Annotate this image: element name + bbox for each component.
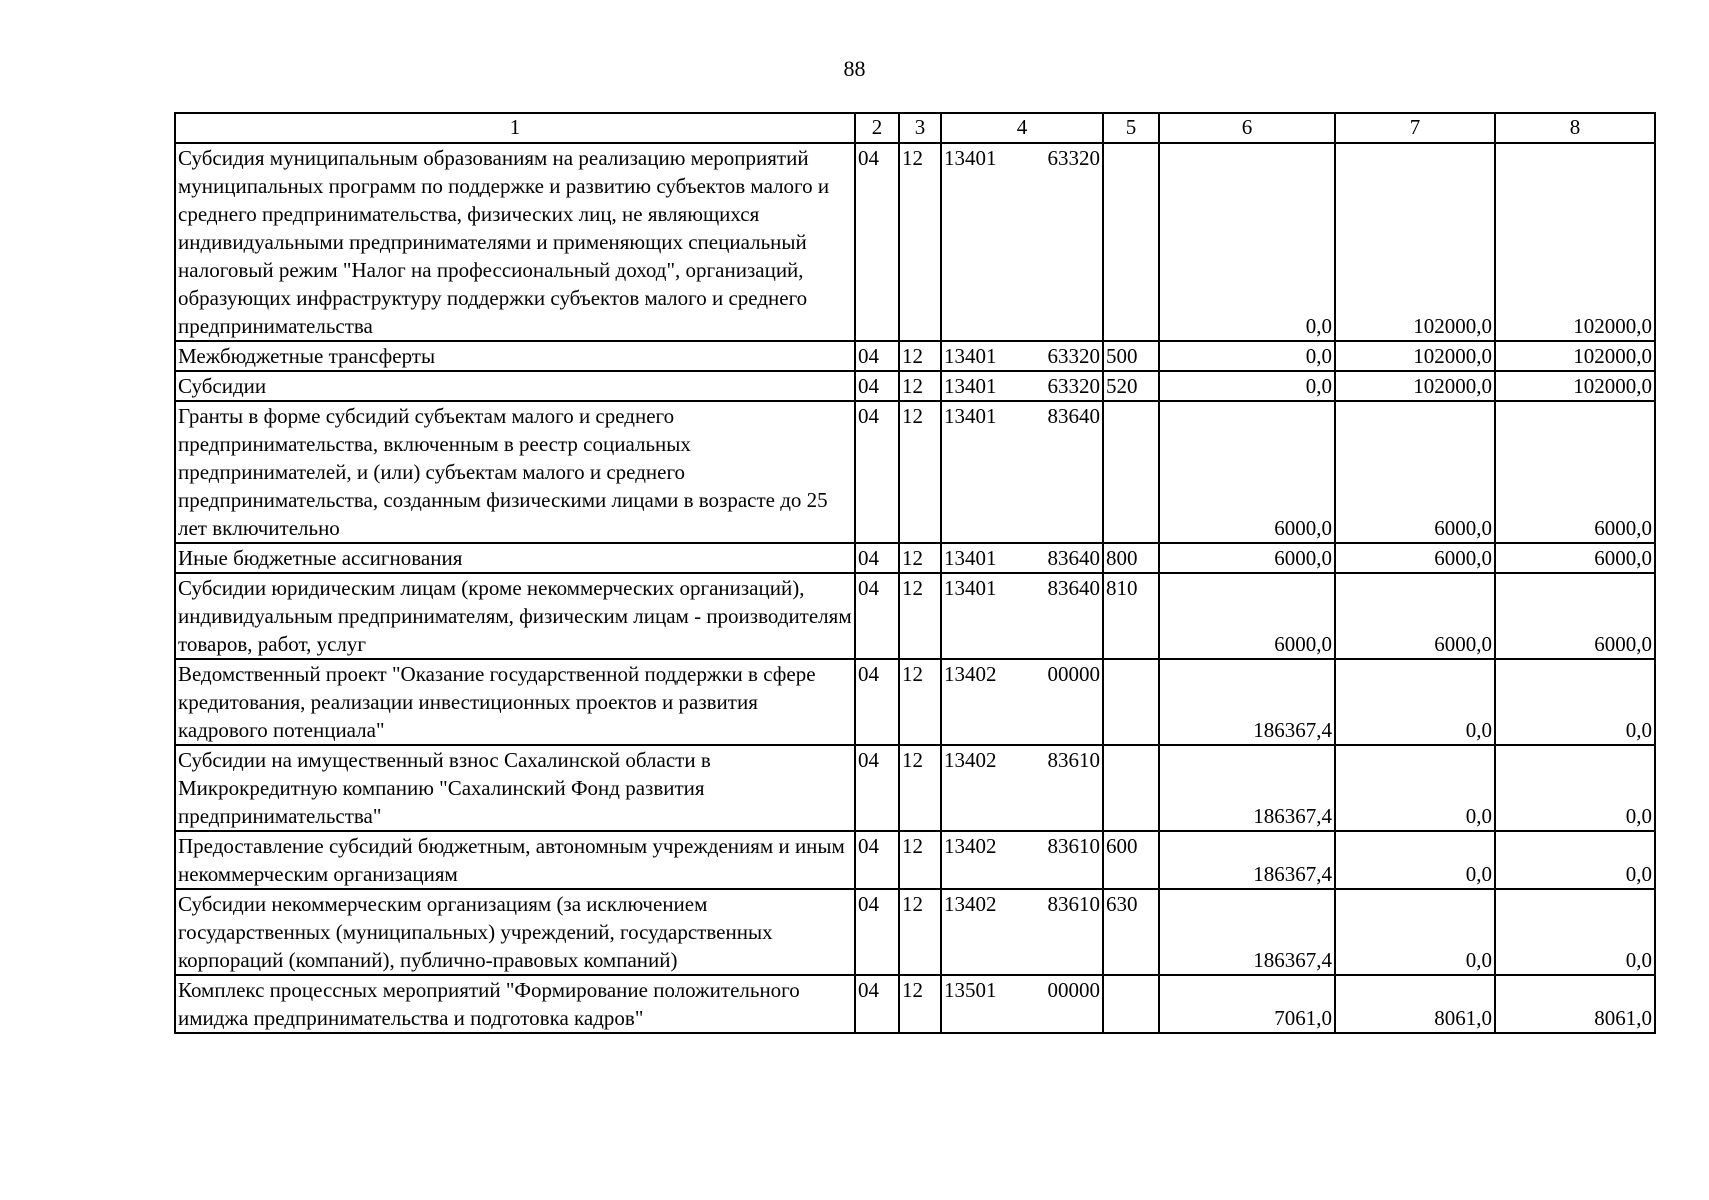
row-amount-8: 102000,0 xyxy=(1495,371,1655,401)
row-vr xyxy=(1103,401,1159,543)
row-rz: 04 xyxy=(855,831,899,889)
csr-direction: 63320 xyxy=(1047,146,1100,170)
row-name: Гранты в форме субсидий субъектам малого и среднего предпринимательства, включенным в реестр социальных предпринимателей, и (или) субъектам малого и среднего предпринимательства, созданным физическими лицами в возрасте до 25 лет включительно xyxy=(175,401,855,543)
row-pr: 12 xyxy=(899,371,941,401)
row-amount-6: 0,0 xyxy=(1159,371,1335,401)
header-col-3: 3 xyxy=(899,113,941,143)
csr-pair xyxy=(944,372,1100,400)
csr-direction: 00000 xyxy=(1047,662,1100,686)
table-row xyxy=(175,371,1655,401)
row-rz: 04 xyxy=(855,371,899,401)
row-amount-6: 0,0 xyxy=(1159,143,1335,341)
row-pr: 12 xyxy=(899,889,941,975)
csr-pair xyxy=(944,402,1100,430)
row-amount-6: 186367,4 xyxy=(1159,659,1335,745)
row-amount-6: 0,0 xyxy=(1159,341,1335,371)
row-pr: 12 xyxy=(899,401,941,543)
row-rz: 04 xyxy=(855,401,899,543)
header-col-4: 4 xyxy=(941,113,1103,143)
row-amount-7: 0,0 xyxy=(1335,659,1495,745)
csr-direction: 83610 xyxy=(1047,834,1100,858)
budget-table xyxy=(174,112,1656,1034)
csr-pair xyxy=(944,890,1100,918)
row-amount-7: 6000,0 xyxy=(1335,543,1495,573)
csr-pair xyxy=(944,544,1100,572)
row-amount-6: 7061,0 xyxy=(1159,975,1335,1033)
row-csr xyxy=(941,573,1103,659)
header-row xyxy=(175,113,1655,143)
table-row xyxy=(175,831,1655,889)
row-pr: 12 xyxy=(899,745,941,831)
table-row xyxy=(175,745,1655,831)
row-name: Субсидии на имущественный взнос Сахалинской области в Микрокредитную компанию "Сахалинский Фонд развития предпринимательства" xyxy=(175,745,855,831)
csr-program: 13401 xyxy=(944,576,997,600)
table-row xyxy=(175,401,1655,543)
row-amount-8: 0,0 xyxy=(1495,889,1655,975)
header-col-1: 1 xyxy=(175,113,855,143)
csr-program: 13401 xyxy=(944,374,997,398)
row-csr xyxy=(941,543,1103,573)
row-amount-7: 102000,0 xyxy=(1335,371,1495,401)
csr-direction: 83610 xyxy=(1047,748,1100,772)
row-amount-8: 0,0 xyxy=(1495,659,1655,745)
row-rz: 04 xyxy=(855,573,899,659)
row-amount-8: 6000,0 xyxy=(1495,573,1655,659)
row-vr: 500 xyxy=(1103,341,1159,371)
row-amount-7: 8061,0 xyxy=(1335,975,1495,1033)
row-rz: 04 xyxy=(855,745,899,831)
row-vr: 630 xyxy=(1103,889,1159,975)
table-row xyxy=(175,889,1655,975)
row-amount-7: 0,0 xyxy=(1335,745,1495,831)
csr-direction: 83640 xyxy=(1047,576,1100,600)
row-amount-8: 8061,0 xyxy=(1495,975,1655,1033)
row-csr xyxy=(941,889,1103,975)
row-csr xyxy=(941,371,1103,401)
row-amount-7: 0,0 xyxy=(1335,889,1495,975)
row-pr: 12 xyxy=(899,975,941,1033)
row-rz: 04 xyxy=(855,143,899,341)
csr-program: 13402 xyxy=(944,748,997,772)
table-row xyxy=(175,143,1655,341)
csr-program: 13401 xyxy=(944,404,997,428)
row-csr xyxy=(941,401,1103,543)
csr-pair xyxy=(944,660,1100,688)
csr-pair xyxy=(944,746,1100,774)
csr-pair xyxy=(944,832,1100,860)
csr-program: 13401 xyxy=(944,146,997,170)
row-amount-8: 6000,0 xyxy=(1495,401,1655,543)
row-csr xyxy=(941,659,1103,745)
header-col-2: 2 xyxy=(855,113,899,143)
row-vr xyxy=(1103,143,1159,341)
csr-pair xyxy=(944,144,1100,172)
csr-direction: 63320 xyxy=(1047,374,1100,398)
row-vr: 810 xyxy=(1103,573,1159,659)
row-pr: 12 xyxy=(899,573,941,659)
row-vr: 520 xyxy=(1103,371,1159,401)
row-amount-8: 6000,0 xyxy=(1495,543,1655,573)
row-amount-7: 6000,0 xyxy=(1335,573,1495,659)
page-number: 88 xyxy=(843,56,866,81)
row-amount-6: 186367,4 xyxy=(1159,745,1335,831)
row-amount-7: 6000,0 xyxy=(1335,401,1495,543)
csr-program: 13501 xyxy=(944,978,997,1002)
row-amount-7: 102000,0 xyxy=(1335,341,1495,371)
row-name: Субсидии xyxy=(175,371,855,401)
row-pr: 12 xyxy=(899,659,941,745)
row-amount-6: 6000,0 xyxy=(1159,573,1335,659)
row-rz: 04 xyxy=(855,889,899,975)
row-csr xyxy=(941,745,1103,831)
row-pr: 12 xyxy=(899,143,941,341)
row-rz: 04 xyxy=(855,341,899,371)
row-pr: 12 xyxy=(899,831,941,889)
row-csr xyxy=(941,341,1103,371)
table-row xyxy=(175,573,1655,659)
csr-pair xyxy=(944,574,1100,602)
row-csr xyxy=(941,975,1103,1033)
csr-pair xyxy=(944,342,1100,370)
row-amount-8: 102000,0 xyxy=(1495,143,1655,341)
table-row xyxy=(175,341,1655,371)
table-row xyxy=(175,659,1655,745)
row-vr xyxy=(1103,659,1159,745)
csr-program: 13401 xyxy=(944,344,997,368)
csr-program: 13402 xyxy=(944,892,997,916)
row-vr xyxy=(1103,975,1159,1033)
row-amount-8: 102000,0 xyxy=(1495,341,1655,371)
header-col-6: 6 xyxy=(1159,113,1335,143)
row-name: Предоставление субсидий бюджетным, автономным учреждениям и иным некоммерческим организациям xyxy=(175,831,855,889)
row-name: Ведомственный проект "Оказание государственной поддержки в сфере кредитования, реализации инвестиционных проектов и развития кадрового потенциала" xyxy=(175,659,855,745)
csr-program: 13402 xyxy=(944,834,997,858)
row-amount-8: 0,0 xyxy=(1495,831,1655,889)
row-amount-6: 186367,4 xyxy=(1159,831,1335,889)
row-amount-6: 6000,0 xyxy=(1159,543,1335,573)
csr-pair xyxy=(944,976,1100,1004)
row-rz: 04 xyxy=(855,975,899,1033)
csr-direction: 83610 xyxy=(1047,892,1100,916)
table-row xyxy=(175,975,1655,1033)
csr-direction: 63320 xyxy=(1047,344,1100,368)
csr-direction: 00000 xyxy=(1047,978,1100,1002)
row-name: Иные бюджетные ассигнования xyxy=(175,543,855,573)
row-rz: 04 xyxy=(855,659,899,745)
row-amount-8: 0,0 xyxy=(1495,745,1655,831)
header-col-7: 7 xyxy=(1335,113,1495,143)
row-vr: 800 xyxy=(1103,543,1159,573)
csr-program: 13402 xyxy=(944,662,997,686)
row-name: Межбюджетные трансферты xyxy=(175,341,855,371)
csr-direction: 83640 xyxy=(1047,546,1100,570)
row-csr xyxy=(941,831,1103,889)
row-pr: 12 xyxy=(899,341,941,371)
row-name: Субсидия муниципальным образованиям на реализацию мероприятий муниципальных программ по поддержке и развитию субъектов малого и среднего предпринимательства, физических лиц, не являющихся индивидуальными предпринимателями и применяющих специальный налоговый режим "Налог на профессиональный доход", организаций, образующих инфраструктуру поддержки субъектов малого и среднего предпринимательства xyxy=(175,143,855,341)
row-name: Субсидии юридическим лицам (кроме некоммерческих организаций), индивидуальным предпринимателям, физическим лицам - производителям товаров, работ, услуг xyxy=(175,573,855,659)
csr-direction: 83640 xyxy=(1047,404,1100,428)
row-amount-7: 0,0 xyxy=(1335,831,1495,889)
row-vr: 600 xyxy=(1103,831,1159,889)
row-rz: 04 xyxy=(855,543,899,573)
row-csr xyxy=(941,143,1103,341)
row-name: Субсидии некоммерческим организациям (за исключением государственных (муниципальных) учреждений, государственных корпораций (компаний), публично-правовых компаний) xyxy=(175,889,855,975)
row-amount-6: 186367,4 xyxy=(1159,889,1335,975)
table-row xyxy=(175,543,1655,573)
row-vr xyxy=(1103,745,1159,831)
header-col-5: 5 xyxy=(1103,113,1159,143)
csr-program: 13401 xyxy=(944,546,997,570)
row-pr: 12 xyxy=(899,543,941,573)
row-name: Комплекс процессных мероприятий "Формирование положительного имиджа предпринимательства и подготовка кадров" xyxy=(175,975,855,1033)
header-col-8: 8 xyxy=(1495,113,1655,143)
row-amount-7: 102000,0 xyxy=(1335,143,1495,341)
row-amount-6: 6000,0 xyxy=(1159,401,1335,543)
